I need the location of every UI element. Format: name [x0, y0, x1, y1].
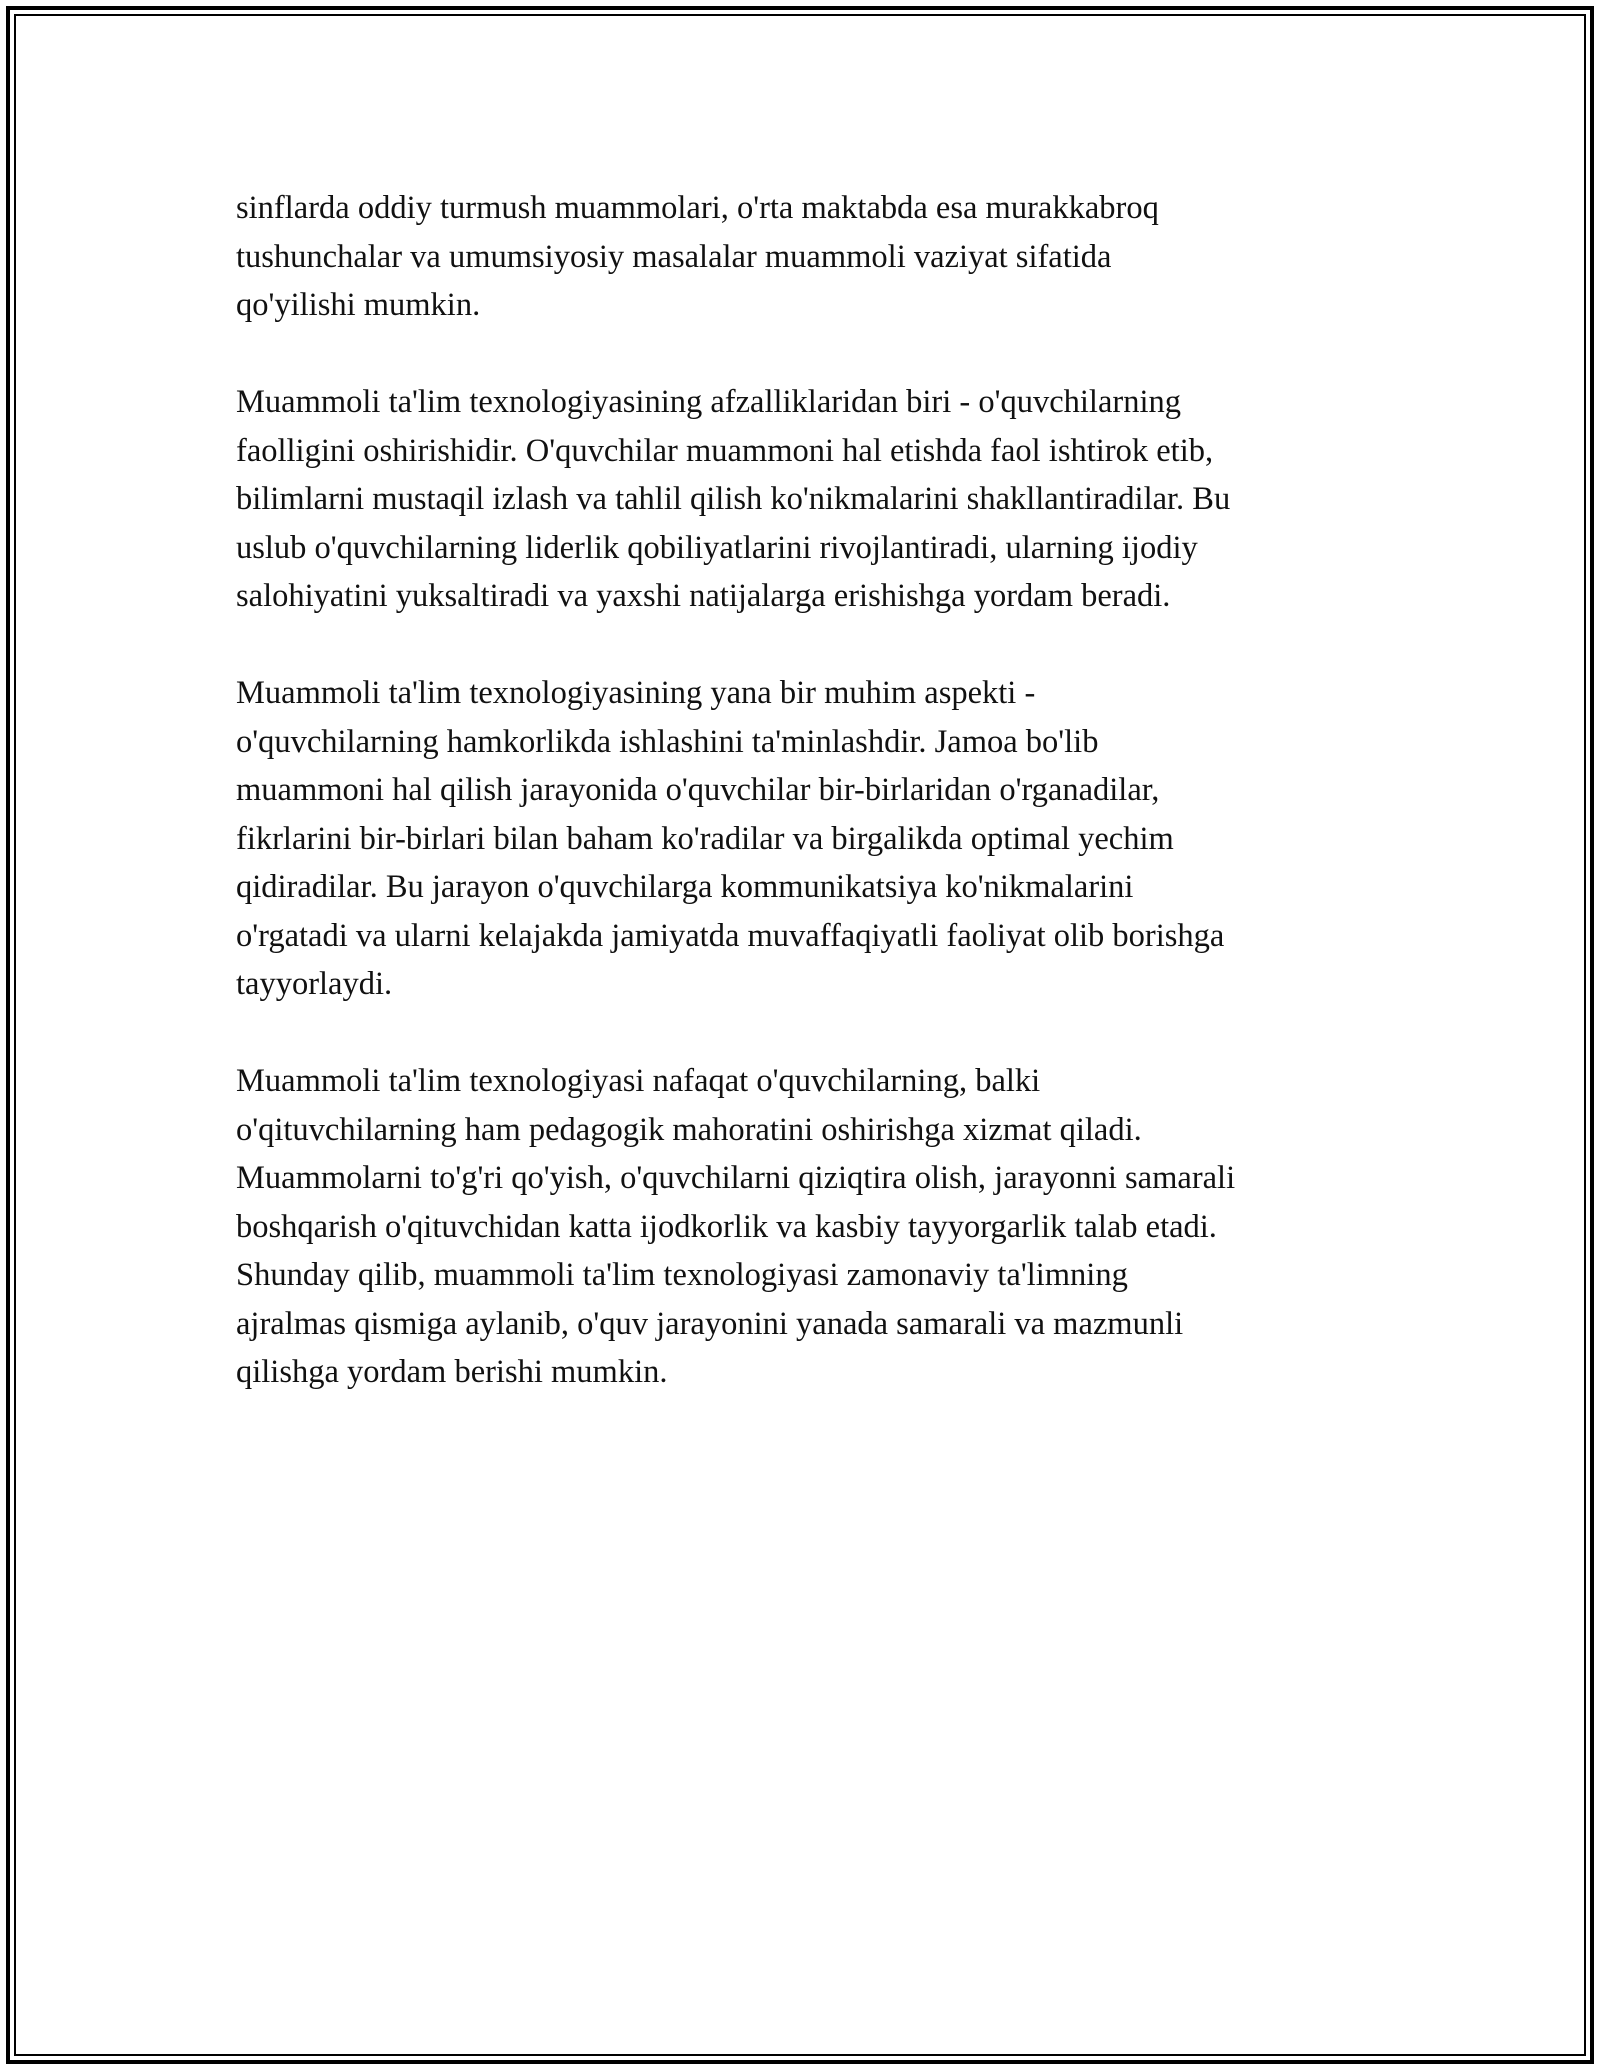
paragraph-1: sinflarda oddiy turmush muammolari, o'rta maktabda esa murakkabroq tushunchalar va umumsiyosiy masalalar muammoli vaziyat sifatida qo'yilishi mumkin.	[236, 190, 1159, 323]
paragraph-4: Muammoli ta'lim texnologiyasi nafaqat o'quvchilarning, balki o'qituvchilarning ham pedagogik mahoratini oshirishga xizmat qiladi. Muammolarni to'g'ri qo'yish, o'quvchilarni qiziqtira olish, jarayonni samarali boshqarish o'qituvchidan katta ijodkorlik va kasbiy tayyorgarlik talab etadi. Shunday qilib, muammoli ta'lim texnologiyasi zamonaviy ta'limning ajralmas qismiga aylanib, o'quv jarayonini yanada samarali va mazmunli qilishga yordam berishi mumkin.	[236, 1063, 1236, 1390]
paragraph-2: Muammoli ta'lim texnologiyasining afzalliklaridan biri - o'quvchilarning faolligini oshirishidir. O'quvchilar muammoni hal etishda faol ishtirok etib, bilimlarni mustaqil izlash va tahlil qilish ko'nikmalarini shakllantiradilar. Bu uslub o'quvchilarning liderlik qobiliyatlarini rivojlantiradi, ularning ijodiy salohiyatini yuksaltiradi va yaxshi natijalarga erishishga yordam beradi.	[236, 384, 1231, 614]
paragraph-3: Muammoli ta'lim texnologiyasining yana bir muhim aspekti - o'quvchilarning hamkorlikda ishlashini ta'minlashdir. Jamoa bo'lib muammoni hal qilish jarayonida o'quvchilar bir-birlaridan o'rganadilar, fikrlarini bir-birlari bilan baham ko'radilar va birgalikda optimal yechim qidiradilar. Bu jarayon o'quvchilarga kommunikatsiya ko'nikmalarini o'rgatadi va ularni kelajakda jamiyatda muvaffaqiyatli faoliyat olib borishga tayyorlaydi.	[236, 675, 1225, 1002]
document-body	[236, 184, 1386, 1445]
